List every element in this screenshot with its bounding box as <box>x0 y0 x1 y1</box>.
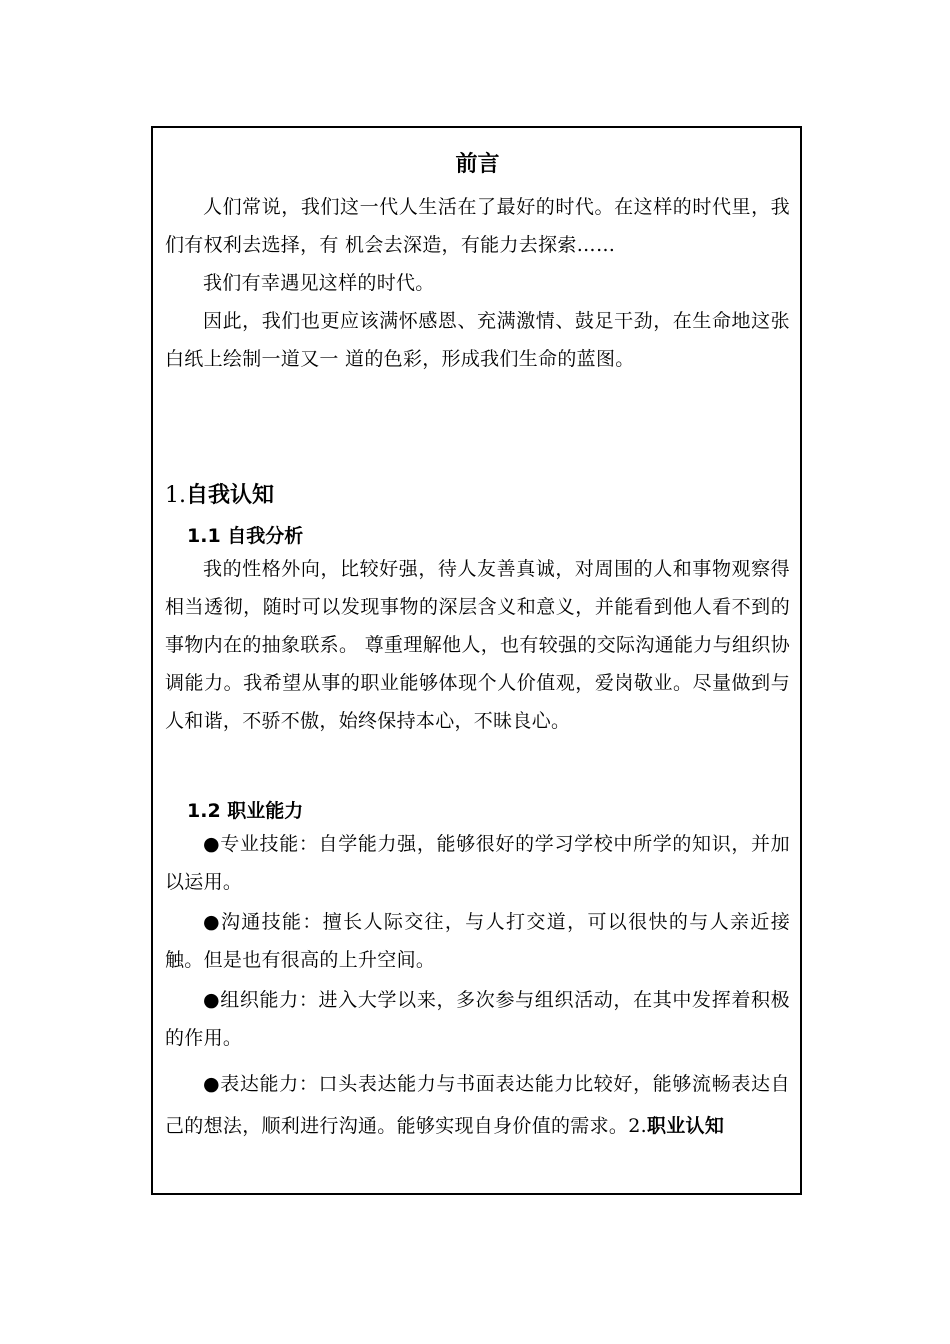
ability-item-expression-text: ●表达能力：口头表达能力与书面表达能力比较好，能够流畅表达自己的想法，顺利进行沟通。能够实现自身价值的需求。 <box>165 1073 790 1137</box>
subsection-1-2-heading: 1.2 职业能力 <box>187 800 304 822</box>
subsection-1-1-heading: 1.1 自我分析 <box>187 525 304 547</box>
preface-paragraph-3: 因此，我们也更应该满怀感恩、充满激情、鼓足干劲，在生命地这张白纸上绘制一道又一 道的色彩，形成我们生命的蓝图。 <box>165 310 790 370</box>
preface-paragraph-2: 我们有幸遇见这样的时代。 <box>203 272 435 294</box>
self-analysis-paragraph: 我的性格外向，比较好强，待人友善真诚，对周围的人和事物观察得相当透彻，随时可以发现事物的深层含义和意义，并能看到他人看不到的事物内在的抽象联系。 尊重理解他人，也有较强的交际沟通能力与组织协调能力。我希望从事的职业能够体现个人价值观，爱岗敬业。尽量做到与人和谐，不骄不傲，始终保持本心，不昧良心。 <box>165 558 790 732</box>
section2-number: 2. <box>628 1115 647 1137</box>
preface-title: 前言 <box>455 152 500 177</box>
section1-heading <box>165 481 274 511</box>
section1-number: 1. <box>165 483 186 508</box>
document-frame <box>151 126 802 1195</box>
section1-title: 自我认知 <box>186 483 275 508</box>
ability-item-professional: ●专业技能：自学能力强，能够很好的学习学校中所学的知识，并加以运用。 <box>165 833 790 893</box>
section2-title: 职业认知 <box>646 1115 725 1137</box>
preface-paragraph-1: 人们常说，我们这一代人生活在了最好的时代。在这样的时代里，我们有权利去选择，有 机会去深造，有能力去探索…… <box>165 196 790 256</box>
ability-item-expression <box>165 1063 790 1147</box>
ability-item-communication: ●沟通技能：擅长人际交往，与人打交道，可以很快的与人亲近接触。但是也有很高的上升空间。 <box>165 911 790 971</box>
ability-item-organization: ●组织能力：进入大学以来，多次参与组织活动，在其中发挥着积极的作用。 <box>165 989 790 1049</box>
